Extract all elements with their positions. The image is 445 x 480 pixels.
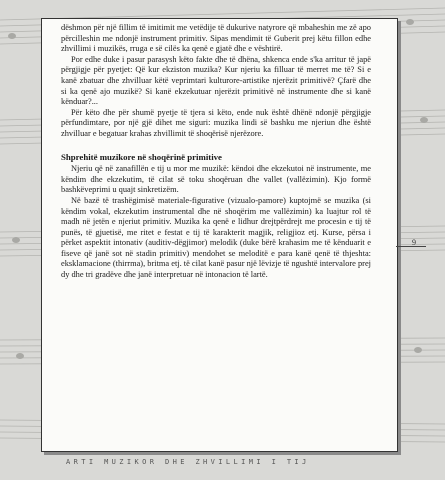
paragraph: Njeriu që në zanafillën e tij u mor me muzikë: këndoi dhe ekzekutoi në instrumente, me këndim dhe ekzekutim, të cilat së toku shoqëruan dhe vallet (vallëzimin). Kjo formë bashkëveprimi u quajt sinkretizëm. <box>61 164 371 195</box>
paragraph: Në bazë të trashëgimisë materiale-figurative (vizualo-pamore) kuptojmë se muzika (si këndim vokal, ekzekutim instrumental dhe në shoqërim me vallëzimin) ka luajtur rol të madh në jetën e njeriut primitiv. Muzika ka qenë e lidhur drejtpërdrejt me procesin e tij të punës, të gjuetisë, me ritet e festat e tij të karakterit magjik, religjioz etj. Kurse, përsa i përket aspektit intonativ (auditiv-dëgjimor) melodik (duke bërë krahasim me të kënduarit e fiseve që janë sot në stadin primitiv) mendohet se meloditë e para kanë qenë të thjeshta: eksklamacione (thirrma), britma etj. të cilat kanë pasur një lëvizje të ngushtë intervalore prej dy dhe tri gradëve dhe janë interpretuar në intonacion të lartë. <box>61 195 371 280</box>
page-text <box>61 23 371 281</box>
paragraph: Por edhe duke i pasur parasysh këto fakte dhe të dhëna, shkenca ende s'ka arritur të japë përgjigje për pyetjet: Që kur ekziston muzika? Kur njeriu ka filluar të merret me të? Si e kanë zbatuar dhe zhvilluar këtë veprimtari kulturore-artistike njerëzit primitivë? Çfarë dhe si ka qenë ajo muzikë? Si kanë ekzekutuar njerëzit primitivë në instrumente dhe si kanë kënduar?... <box>61 54 371 107</box>
section-heading: Shprehitë muzikore në shoqërinë primitive <box>61 151 222 162</box>
page-marker-line <box>396 246 426 247</box>
paragraph: Për këto dhe për shumë pyetje të tjera si këto, ende nuk është dhënë ndonjë përgjigje përfundimtare, por një gjë dihet me siguri: muzika lindi së bashku me njeriun dhe është zhvilluar e begatuar krahas zhvillimit të shoqërisë njerëzore. <box>61 107 371 138</box>
running-footer: ARTI MUZIKOR DHE ZHVILLIMI I TIJ <box>66 458 310 466</box>
page-number: 9 <box>412 238 416 247</box>
paragraph: dëshmon për një fillim të imitimit me vetëdije të dukurive natyrore që mbaheshin me zë apo përcilleshin me ndonjë instrument primitiv. Sipas mendimit të Guberit prej këtu fillon edhe zhvillimi i muzikës, rruga e së cilës ka qenë e gjatë dhe e vështirë. <box>61 23 371 54</box>
